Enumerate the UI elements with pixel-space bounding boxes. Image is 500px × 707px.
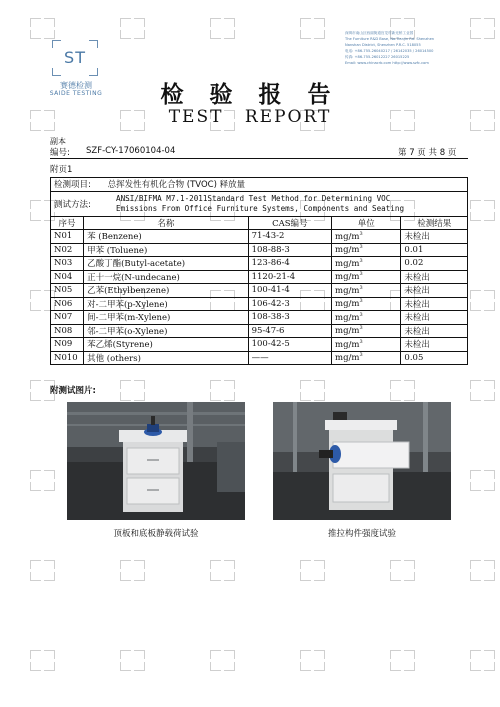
left-photo-caption: 顶板和底板静载荷试验: [113, 529, 199, 539]
compound-name: 苯 (Benzene): [84, 230, 249, 244]
table-row: [51, 297, 468, 311]
unit-superscript: 3: [359, 298, 363, 305]
row-number: N01: [51, 230, 84, 244]
compound-name: 对-二甲苯(p-Xylene): [84, 297, 249, 311]
cas-number: 100-42-5: [248, 338, 331, 352]
report-title-en: TEST REPORT: [168, 107, 332, 127]
report-number-label: 编号:: [50, 148, 70, 158]
col-header-no: 序号: [51, 216, 84, 230]
col-header-result: 检测结果: [401, 216, 468, 230]
company-address: [345, 30, 485, 66]
test-method-line: Emissions From Office Furniture Systems, Components and Seating: [116, 203, 405, 213]
test-item-value: 总挥发性有机化合物 (TVOC) 释放量: [107, 180, 246, 191]
table-row: [51, 243, 468, 257]
row-number: N09: [51, 338, 84, 352]
row-number: N04: [51, 270, 84, 284]
compound-name: 乙酸丁酯(Butyl-acetate): [84, 257, 249, 271]
copy-label: 副本: [50, 137, 66, 146]
table-header-row: [51, 216, 468, 230]
appendix-label: 附页1: [50, 165, 73, 175]
table-row: [51, 270, 468, 284]
drawer-strength-photo: [273, 402, 451, 520]
cas-number: ——: [248, 351, 331, 365]
unit-superscript: 3: [359, 338, 363, 345]
logo-mark: ST: [64, 48, 86, 67]
unit-superscript: 3: [359, 271, 363, 278]
row-number: N02: [51, 243, 84, 257]
unit-superscript: 3: [359, 230, 363, 237]
unit-superscript: 3: [359, 284, 363, 291]
table-row: [51, 284, 468, 298]
test-result: 未检出: [401, 324, 468, 338]
compound-name: 邻-二甲苯(o-Xylene): [84, 324, 249, 338]
test-item-label: 检测项目:: [54, 180, 91, 191]
test-result: 未检出: [401, 311, 468, 325]
test-method-label: 测试方法:: [54, 199, 91, 210]
address-line: 传真: +86-755-26012227 26015225: [345, 55, 410, 59]
unit: $mg/m^3$: [332, 230, 401, 244]
address-line: 电话: +86-755-26040217 / 26142035 / 26014500: [345, 49, 434, 53]
compound-name: 正十一烷(N-undecane): [84, 270, 249, 284]
cas-number: 1120-21-4: [248, 270, 331, 284]
unit: $mg/m^3$: [332, 270, 401, 284]
col-header-name: 名称: [84, 216, 249, 230]
unit-superscript: 3: [359, 257, 363, 264]
cas-number: 71-43-2: [248, 230, 331, 244]
logo-chinese-name: 赛德检测: [60, 81, 92, 90]
photos-title: 附测试图片:: [50, 386, 96, 396]
right-photo-caption: 推拉构件强度试验: [327, 529, 396, 539]
company-logo: [52, 40, 98, 76]
test-result: 未检出: [401, 297, 468, 311]
address-line: Email: www.chinacrb.com http://www.szfc.com: [345, 61, 429, 65]
address-line: 深圳市南山区西丽街道官龙村新光桥工业园: [345, 31, 414, 35]
table-row: [51, 338, 468, 352]
row-number: N03: [51, 257, 84, 271]
row-number: N06: [51, 297, 84, 311]
unit-superscript: 3: [359, 325, 363, 332]
address-line: The Furniture R&D Base, No.Tianjin Rd. Shenzhen: [345, 37, 435, 41]
table-row: [51, 351, 468, 365]
unit: $mg/m^3$: [332, 311, 401, 325]
unit: $mg/m^3$: [332, 338, 401, 352]
row-number: N05: [51, 284, 84, 298]
unit-superscript: 3: [359, 244, 363, 251]
compound-name: 苯乙烯(Styrene): [84, 338, 249, 352]
address-line: Nanshan District, Shenzhen P.R.C. 518055: [345, 43, 421, 47]
compound-name: 其他 (others): [84, 351, 249, 365]
col-header-cas: CAS编号: [248, 216, 331, 230]
nightstand-static-load-photo: [67, 402, 245, 520]
unit: $mg/m^3$: [332, 351, 401, 365]
header-rule: [50, 158, 468, 159]
voc-results-table: [50, 177, 468, 365]
table-row: [51, 324, 468, 338]
row-number: N08: [51, 324, 84, 338]
table-row: [51, 311, 468, 325]
unit: $mg/m^3$: [332, 324, 401, 338]
test-result: 未检出: [401, 284, 468, 298]
test-result: 未检出: [401, 230, 468, 244]
compound-name: 甲苯 (Toluene): [84, 243, 249, 257]
logo-english-name: SAIDE TESTING: [49, 90, 103, 97]
unit: $mg/m^3$: [332, 284, 401, 298]
test-method-row: [51, 191, 468, 216]
cas-number: 123-86-4: [248, 257, 331, 271]
test-result: 0.05: [401, 351, 468, 365]
test-result: 未检出: [401, 338, 468, 352]
report-number: SZF-CY-17060104-04: [86, 146, 176, 156]
unit: $mg/m^3$: [332, 243, 401, 257]
table-row: [51, 230, 468, 244]
cas-number: 108-38-3: [248, 311, 331, 325]
test-method-line: ANSI/BIFMA M7.1-2011Standard Test Method for Determining VOC: [116, 193, 391, 203]
row-number: N010: [51, 351, 84, 365]
unit-superscript: 3: [359, 352, 363, 359]
test-item-row: [51, 178, 468, 192]
unit: $mg/m^3$: [332, 297, 401, 311]
report-title-cn: 检 验 报 告: [160, 82, 340, 108]
row-number: N07: [51, 311, 84, 325]
cas-number: 108-88-3: [248, 243, 331, 257]
cas-number: 100-41-4: [248, 284, 331, 298]
compound-name: 乙苯(Ethylbenzene): [84, 284, 249, 298]
test-result: 0.02: [401, 257, 468, 271]
cas-number: 95-47-6: [248, 324, 331, 338]
unit-superscript: 3: [359, 311, 363, 318]
cas-number: 106-42-3: [248, 297, 331, 311]
test-result: 未检出: [401, 270, 468, 284]
unit: $mg/m^3$: [332, 257, 401, 271]
page-info: 第 7 页 共 8 页: [398, 148, 457, 158]
col-header-unit: 单位: [332, 216, 401, 230]
table-row: [51, 257, 468, 271]
compound-name: 间-二甲苯(m-Xylene): [84, 311, 249, 325]
test-result: 0.01: [401, 243, 468, 257]
